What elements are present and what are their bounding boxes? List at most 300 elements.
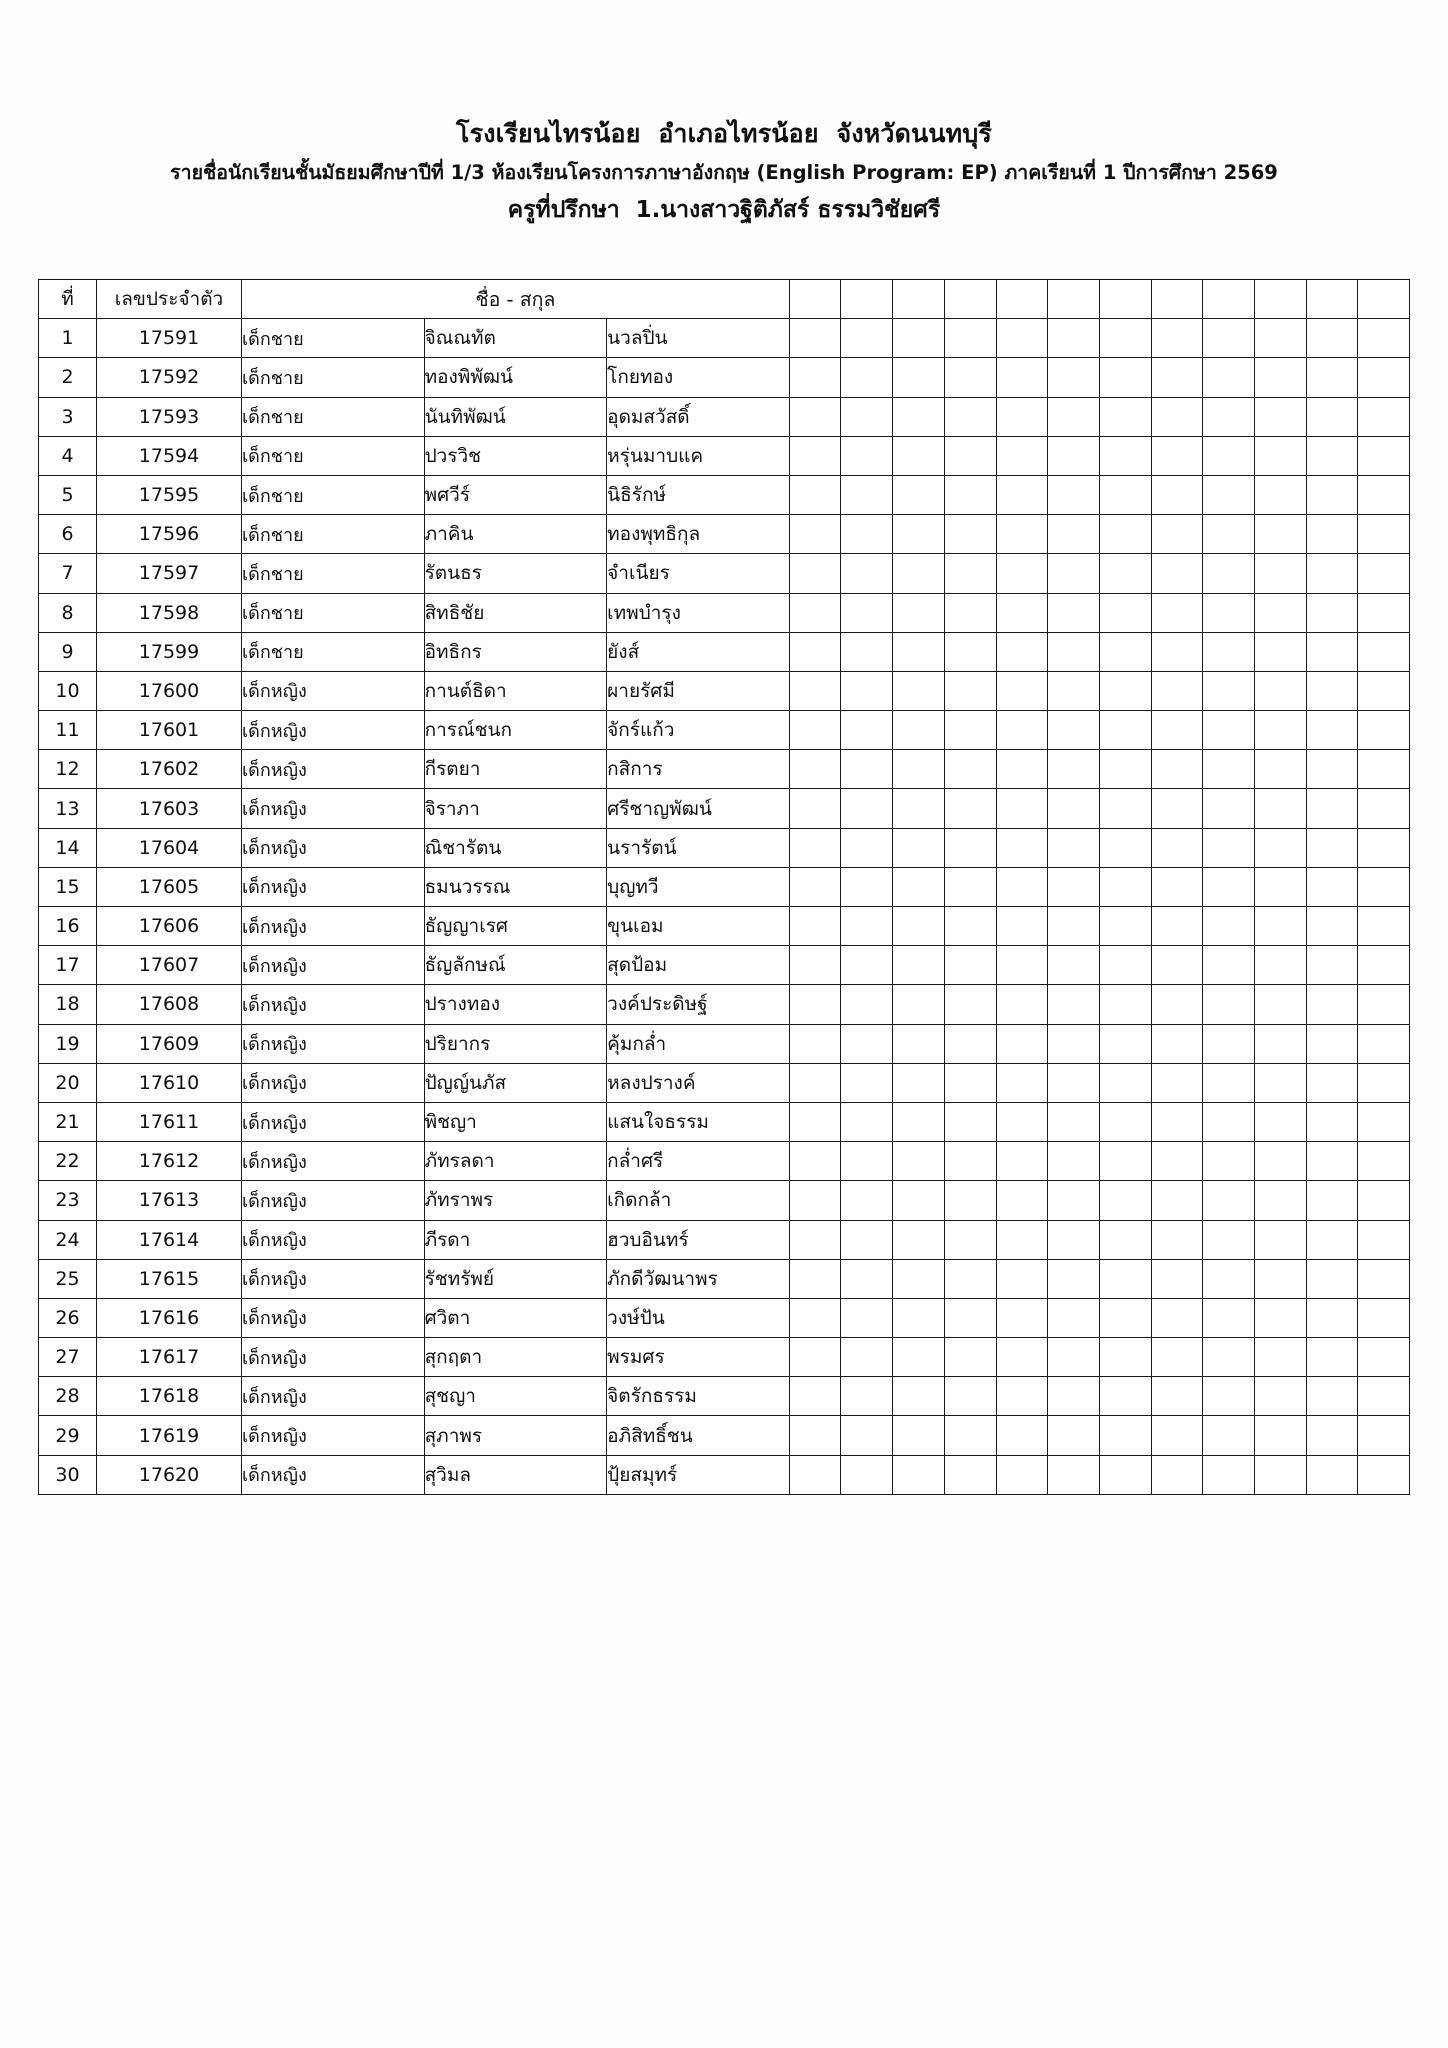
- cell-blank-mark[interactable]: [789, 397, 841, 436]
- column-header-blank[interactable]: [1048, 280, 1100, 319]
- cell-blank-mark[interactable]: [1358, 1181, 1410, 1220]
- cell-blank-mark[interactable]: [1306, 750, 1358, 789]
- cell-blank-mark[interactable]: [1048, 828, 1100, 867]
- cell-blank-mark[interactable]: [944, 358, 996, 397]
- cell-blank-mark[interactable]: [996, 358, 1048, 397]
- cell-blank-mark[interactable]: [841, 867, 893, 906]
- cell-blank-mark[interactable]: [1151, 1377, 1203, 1416]
- cell-blank-mark[interactable]: [1358, 632, 1410, 671]
- cell-blank-mark[interactable]: [1048, 1220, 1100, 1259]
- cell-blank-mark[interactable]: [1306, 358, 1358, 397]
- cell-blank-mark[interactable]: [1203, 1142, 1255, 1181]
- cell-blank-mark[interactable]: [1203, 515, 1255, 554]
- cell-blank-mark[interactable]: [1151, 358, 1203, 397]
- cell-blank-mark[interactable]: [841, 1142, 893, 1181]
- cell-blank-mark[interactable]: [996, 1259, 1048, 1298]
- cell-blank-mark[interactable]: [1151, 319, 1203, 358]
- cell-blank-mark[interactable]: [1358, 1220, 1410, 1259]
- cell-blank-mark[interactable]: [1306, 867, 1358, 906]
- cell-blank-mark[interactable]: [789, 1181, 841, 1220]
- cell-blank-mark[interactable]: [1099, 711, 1151, 750]
- cell-blank-mark[interactable]: [1358, 711, 1410, 750]
- cell-blank-mark[interactable]: [1306, 1416, 1358, 1455]
- cell-blank-mark[interactable]: [996, 515, 1048, 554]
- cell-blank-mark[interactable]: [893, 1142, 945, 1181]
- cell-blank-mark[interactable]: [1099, 750, 1151, 789]
- cell-blank-mark[interactable]: [944, 436, 996, 475]
- cell-blank-mark[interactable]: [1099, 1455, 1151, 1494]
- cell-blank-mark[interactable]: [1048, 1063, 1100, 1102]
- cell-blank-mark[interactable]: [1306, 593, 1358, 632]
- cell-blank-mark[interactable]: [944, 1298, 996, 1337]
- column-header-blank[interactable]: [1358, 280, 1410, 319]
- cell-blank-mark[interactable]: [1254, 515, 1306, 554]
- cell-blank-mark[interactable]: [893, 1455, 945, 1494]
- cell-blank-mark[interactable]: [1203, 1416, 1255, 1455]
- cell-blank-mark[interactable]: [893, 867, 945, 906]
- cell-blank-mark[interactable]: [1048, 671, 1100, 710]
- cell-blank-mark[interactable]: [1099, 1259, 1151, 1298]
- cell-blank-mark[interactable]: [1151, 750, 1203, 789]
- cell-blank-mark[interactable]: [841, 711, 893, 750]
- cell-blank-mark[interactable]: [893, 1220, 945, 1259]
- cell-blank-mark[interactable]: [944, 946, 996, 985]
- cell-blank-mark[interactable]: [841, 1416, 893, 1455]
- cell-blank-mark[interactable]: [789, 828, 841, 867]
- cell-blank-mark[interactable]: [841, 671, 893, 710]
- cell-blank-mark[interactable]: [789, 750, 841, 789]
- cell-blank-mark[interactable]: [893, 1259, 945, 1298]
- cell-blank-mark[interactable]: [996, 946, 1048, 985]
- cell-blank-mark[interactable]: [789, 1455, 841, 1494]
- cell-blank-mark[interactable]: [1099, 828, 1151, 867]
- cell-blank-mark[interactable]: [1048, 1455, 1100, 1494]
- cell-blank-mark[interactable]: [1306, 828, 1358, 867]
- cell-blank-mark[interactable]: [789, 867, 841, 906]
- cell-blank-mark[interactable]: [789, 319, 841, 358]
- cell-blank-mark[interactable]: [996, 711, 1048, 750]
- cell-blank-mark[interactable]: [1151, 1181, 1203, 1220]
- cell-blank-mark[interactable]: [1048, 789, 1100, 828]
- cell-blank-mark[interactable]: [1254, 946, 1306, 985]
- cell-blank-mark[interactable]: [944, 907, 996, 946]
- cell-blank-mark[interactable]: [1203, 397, 1255, 436]
- cell-blank-mark[interactable]: [1151, 554, 1203, 593]
- cell-blank-mark[interactable]: [789, 711, 841, 750]
- cell-blank-mark[interactable]: [893, 1102, 945, 1141]
- cell-blank-mark[interactable]: [841, 1259, 893, 1298]
- cell-blank-mark[interactable]: [1358, 593, 1410, 632]
- cell-blank-mark[interactable]: [944, 867, 996, 906]
- cell-blank-mark[interactable]: [1306, 1455, 1358, 1494]
- cell-blank-mark[interactable]: [1254, 397, 1306, 436]
- cell-blank-mark[interactable]: [944, 1181, 996, 1220]
- cell-blank-mark[interactable]: [1254, 358, 1306, 397]
- cell-blank-mark[interactable]: [1151, 828, 1203, 867]
- cell-blank-mark[interactable]: [1358, 515, 1410, 554]
- cell-blank-mark[interactable]: [1151, 671, 1203, 710]
- cell-blank-mark[interactable]: [789, 946, 841, 985]
- cell-blank-mark[interactable]: [944, 397, 996, 436]
- cell-blank-mark[interactable]: [1151, 1220, 1203, 1259]
- cell-blank-mark[interactable]: [1306, 1377, 1358, 1416]
- cell-blank-mark[interactable]: [1151, 1416, 1203, 1455]
- cell-blank-mark[interactable]: [1151, 632, 1203, 671]
- cell-blank-mark[interactable]: [893, 671, 945, 710]
- cell-blank-mark[interactable]: [1151, 711, 1203, 750]
- cell-blank-mark[interactable]: [1306, 1102, 1358, 1141]
- cell-blank-mark[interactable]: [1254, 907, 1306, 946]
- cell-blank-mark[interactable]: [841, 750, 893, 789]
- cell-blank-mark[interactable]: [1358, 436, 1410, 475]
- column-header-blank[interactable]: [944, 280, 996, 319]
- cell-blank-mark[interactable]: [893, 1024, 945, 1063]
- column-header-blank[interactable]: [1203, 280, 1255, 319]
- cell-blank-mark[interactable]: [893, 1181, 945, 1220]
- cell-blank-mark[interactable]: [996, 1377, 1048, 1416]
- cell-blank-mark[interactable]: [1306, 671, 1358, 710]
- cell-blank-mark[interactable]: [789, 1220, 841, 1259]
- cell-blank-mark[interactable]: [996, 593, 1048, 632]
- cell-blank-mark[interactable]: [1099, 1298, 1151, 1337]
- cell-blank-mark[interactable]: [1099, 319, 1151, 358]
- cell-blank-mark[interactable]: [1358, 1063, 1410, 1102]
- cell-blank-mark[interactable]: [1099, 1416, 1151, 1455]
- cell-blank-mark[interactable]: [1203, 1298, 1255, 1337]
- cell-blank-mark[interactable]: [1151, 436, 1203, 475]
- cell-blank-mark[interactable]: [1306, 397, 1358, 436]
- cell-blank-mark[interactable]: [1099, 671, 1151, 710]
- cell-blank-mark[interactable]: [1048, 907, 1100, 946]
- cell-blank-mark[interactable]: [893, 789, 945, 828]
- cell-blank-mark[interactable]: [1254, 1259, 1306, 1298]
- cell-blank-mark[interactable]: [1358, 358, 1410, 397]
- cell-blank-mark[interactable]: [841, 1063, 893, 1102]
- cell-blank-mark[interactable]: [789, 1298, 841, 1337]
- cell-blank-mark[interactable]: [1048, 358, 1100, 397]
- cell-blank-mark[interactable]: [1151, 1298, 1203, 1337]
- cell-blank-mark[interactable]: [893, 1298, 945, 1337]
- cell-blank-mark[interactable]: [1203, 1220, 1255, 1259]
- cell-blank-mark[interactable]: [789, 632, 841, 671]
- column-header-blank[interactable]: [893, 280, 945, 319]
- cell-blank-mark[interactable]: [944, 1377, 996, 1416]
- cell-blank-mark[interactable]: [1099, 789, 1151, 828]
- cell-blank-mark[interactable]: [841, 1102, 893, 1141]
- cell-blank-mark[interactable]: [996, 1298, 1048, 1337]
- cell-blank-mark[interactable]: [1306, 946, 1358, 985]
- cell-blank-mark[interactable]: [944, 1102, 996, 1141]
- cell-blank-mark[interactable]: [1099, 907, 1151, 946]
- cell-blank-mark[interactable]: [1099, 397, 1151, 436]
- cell-blank-mark[interactable]: [893, 1377, 945, 1416]
- cell-blank-mark[interactable]: [1306, 1298, 1358, 1337]
- cell-blank-mark[interactable]: [1306, 554, 1358, 593]
- cell-blank-mark[interactable]: [944, 1063, 996, 1102]
- cell-blank-mark[interactable]: [944, 789, 996, 828]
- cell-blank-mark[interactable]: [996, 1416, 1048, 1455]
- cell-blank-mark[interactable]: [1306, 1259, 1358, 1298]
- cell-blank-mark[interactable]: [1151, 475, 1203, 514]
- cell-blank-mark[interactable]: [1254, 1102, 1306, 1141]
- cell-blank-mark[interactable]: [996, 475, 1048, 514]
- cell-blank-mark[interactable]: [1306, 985, 1358, 1024]
- cell-blank-mark[interactable]: [1099, 632, 1151, 671]
- cell-blank-mark[interactable]: [789, 789, 841, 828]
- cell-blank-mark[interactable]: [1048, 397, 1100, 436]
- cell-blank-mark[interactable]: [1203, 1338, 1255, 1377]
- cell-blank-mark[interactable]: [944, 632, 996, 671]
- cell-blank-mark[interactable]: [893, 985, 945, 1024]
- cell-blank-mark[interactable]: [1254, 671, 1306, 710]
- cell-blank-mark[interactable]: [1099, 436, 1151, 475]
- cell-blank-mark[interactable]: [1254, 475, 1306, 514]
- cell-blank-mark[interactable]: [1203, 828, 1255, 867]
- cell-blank-mark[interactable]: [996, 671, 1048, 710]
- column-header-blank[interactable]: [789, 280, 841, 319]
- cell-blank-mark[interactable]: [996, 1455, 1048, 1494]
- cell-blank-mark[interactable]: [1306, 475, 1358, 514]
- cell-blank-mark[interactable]: [893, 515, 945, 554]
- cell-blank-mark[interactable]: [1099, 554, 1151, 593]
- cell-blank-mark[interactable]: [789, 1416, 841, 1455]
- cell-blank-mark[interactable]: [841, 789, 893, 828]
- cell-blank-mark[interactable]: [1048, 1377, 1100, 1416]
- cell-blank-mark[interactable]: [1048, 554, 1100, 593]
- cell-blank-mark[interactable]: [893, 358, 945, 397]
- cell-blank-mark[interactable]: [1048, 985, 1100, 1024]
- cell-blank-mark[interactable]: [1358, 946, 1410, 985]
- cell-blank-mark[interactable]: [789, 593, 841, 632]
- cell-blank-mark[interactable]: [996, 436, 1048, 475]
- cell-blank-mark[interactable]: [1048, 867, 1100, 906]
- cell-blank-mark[interactable]: [1203, 907, 1255, 946]
- cell-blank-mark[interactable]: [893, 593, 945, 632]
- cell-blank-mark[interactable]: [944, 750, 996, 789]
- cell-blank-mark[interactable]: [1358, 1259, 1410, 1298]
- cell-blank-mark[interactable]: [1306, 1063, 1358, 1102]
- cell-blank-mark[interactable]: [1203, 1455, 1255, 1494]
- cell-blank-mark[interactable]: [893, 632, 945, 671]
- cell-blank-mark[interactable]: [1048, 319, 1100, 358]
- cell-blank-mark[interactable]: [1358, 1102, 1410, 1141]
- cell-blank-mark[interactable]: [1048, 515, 1100, 554]
- cell-blank-mark[interactable]: [1151, 867, 1203, 906]
- cell-blank-mark[interactable]: [1254, 554, 1306, 593]
- cell-blank-mark[interactable]: [841, 946, 893, 985]
- cell-blank-mark[interactable]: [789, 554, 841, 593]
- cell-blank-mark[interactable]: [1099, 985, 1151, 1024]
- cell-blank-mark[interactable]: [944, 515, 996, 554]
- cell-blank-mark[interactable]: [1203, 1377, 1255, 1416]
- cell-blank-mark[interactable]: [1203, 593, 1255, 632]
- cell-blank-mark[interactable]: [1048, 1181, 1100, 1220]
- cell-blank-mark[interactable]: [1358, 828, 1410, 867]
- cell-blank-mark[interactable]: [1254, 711, 1306, 750]
- cell-blank-mark[interactable]: [841, 985, 893, 1024]
- cell-blank-mark[interactable]: [996, 1102, 1048, 1141]
- cell-blank-mark[interactable]: [1254, 1298, 1306, 1337]
- cell-blank-mark[interactable]: [944, 319, 996, 358]
- cell-blank-mark[interactable]: [996, 554, 1048, 593]
- cell-blank-mark[interactable]: [1203, 789, 1255, 828]
- cell-blank-mark[interactable]: [944, 985, 996, 1024]
- cell-blank-mark[interactable]: [1203, 946, 1255, 985]
- cell-blank-mark[interactable]: [1151, 985, 1203, 1024]
- cell-blank-mark[interactable]: [1358, 750, 1410, 789]
- cell-blank-mark[interactable]: [996, 867, 1048, 906]
- cell-blank-mark[interactable]: [1306, 1142, 1358, 1181]
- cell-blank-mark[interactable]: [944, 1416, 996, 1455]
- cell-blank-mark[interactable]: [944, 1220, 996, 1259]
- cell-blank-mark[interactable]: [996, 1142, 1048, 1181]
- cell-blank-mark[interactable]: [1306, 1338, 1358, 1377]
- cell-blank-mark[interactable]: [1203, 711, 1255, 750]
- cell-blank-mark[interactable]: [789, 907, 841, 946]
- cell-blank-mark[interactable]: [1254, 750, 1306, 789]
- cell-blank-mark[interactable]: [1151, 789, 1203, 828]
- cell-blank-mark[interactable]: [1358, 1024, 1410, 1063]
- cell-blank-mark[interactable]: [789, 1377, 841, 1416]
- cell-blank-mark[interactable]: [1099, 1024, 1151, 1063]
- column-header-blank[interactable]: [1099, 280, 1151, 319]
- cell-blank-mark[interactable]: [996, 397, 1048, 436]
- cell-blank-mark[interactable]: [1151, 1455, 1203, 1494]
- cell-blank-mark[interactable]: [1048, 436, 1100, 475]
- cell-blank-mark[interactable]: [996, 1024, 1048, 1063]
- cell-blank-mark[interactable]: [1254, 1455, 1306, 1494]
- cell-blank-mark[interactable]: [893, 554, 945, 593]
- cell-blank-mark[interactable]: [1358, 1142, 1410, 1181]
- cell-blank-mark[interactable]: [1151, 1142, 1203, 1181]
- cell-blank-mark[interactable]: [1306, 789, 1358, 828]
- column-header-blank[interactable]: [1306, 280, 1358, 319]
- cell-blank-mark[interactable]: [1254, 985, 1306, 1024]
- cell-blank-mark[interactable]: [1203, 319, 1255, 358]
- cell-blank-mark[interactable]: [1203, 867, 1255, 906]
- cell-blank-mark[interactable]: [841, 1024, 893, 1063]
- cell-blank-mark[interactable]: [996, 907, 1048, 946]
- cell-blank-mark[interactable]: [944, 671, 996, 710]
- cell-blank-mark[interactable]: [1099, 1181, 1151, 1220]
- cell-blank-mark[interactable]: [1048, 1259, 1100, 1298]
- cell-blank-mark[interactable]: [893, 319, 945, 358]
- cell-blank-mark[interactable]: [996, 828, 1048, 867]
- cell-blank-mark[interactable]: [1203, 1181, 1255, 1220]
- cell-blank-mark[interactable]: [1048, 1298, 1100, 1337]
- cell-blank-mark[interactable]: [1048, 711, 1100, 750]
- cell-blank-mark[interactable]: [1048, 593, 1100, 632]
- cell-blank-mark[interactable]: [841, 907, 893, 946]
- cell-blank-mark[interactable]: [789, 358, 841, 397]
- cell-blank-mark[interactable]: [1358, 319, 1410, 358]
- cell-blank-mark[interactable]: [1358, 867, 1410, 906]
- cell-blank-mark[interactable]: [1306, 319, 1358, 358]
- column-header-blank[interactable]: [841, 280, 893, 319]
- cell-blank-mark[interactable]: [1203, 985, 1255, 1024]
- cell-blank-mark[interactable]: [789, 1338, 841, 1377]
- cell-blank-mark[interactable]: [944, 1259, 996, 1298]
- cell-blank-mark[interactable]: [1151, 1338, 1203, 1377]
- cell-blank-mark[interactable]: [789, 1063, 841, 1102]
- cell-blank-mark[interactable]: [893, 1416, 945, 1455]
- cell-blank-mark[interactable]: [1151, 907, 1203, 946]
- cell-blank-mark[interactable]: [1151, 1024, 1203, 1063]
- cell-blank-mark[interactable]: [944, 1024, 996, 1063]
- cell-blank-mark[interactable]: [1099, 1063, 1151, 1102]
- cell-blank-mark[interactable]: [1254, 789, 1306, 828]
- cell-blank-mark[interactable]: [1099, 1102, 1151, 1141]
- cell-blank-mark[interactable]: [1048, 1102, 1100, 1141]
- cell-blank-mark[interactable]: [996, 789, 1048, 828]
- cell-blank-mark[interactable]: [944, 593, 996, 632]
- cell-blank-mark[interactable]: [1306, 632, 1358, 671]
- cell-blank-mark[interactable]: [1358, 907, 1410, 946]
- cell-blank-mark[interactable]: [1254, 436, 1306, 475]
- cell-blank-mark[interactable]: [1254, 319, 1306, 358]
- cell-blank-mark[interactable]: [996, 985, 1048, 1024]
- cell-blank-mark[interactable]: [1358, 985, 1410, 1024]
- cell-blank-mark[interactable]: [1099, 867, 1151, 906]
- cell-blank-mark[interactable]: [1048, 1142, 1100, 1181]
- cell-blank-mark[interactable]: [841, 1338, 893, 1377]
- cell-blank-mark[interactable]: [893, 436, 945, 475]
- column-header-blank[interactable]: [996, 280, 1048, 319]
- cell-blank-mark[interactable]: [893, 475, 945, 514]
- cell-blank-mark[interactable]: [1151, 515, 1203, 554]
- cell-blank-mark[interactable]: [893, 1063, 945, 1102]
- cell-blank-mark[interactable]: [1306, 436, 1358, 475]
- cell-blank-mark[interactable]: [1048, 1338, 1100, 1377]
- cell-blank-mark[interactable]: [1358, 475, 1410, 514]
- cell-blank-mark[interactable]: [996, 1220, 1048, 1259]
- cell-blank-mark[interactable]: [789, 436, 841, 475]
- cell-blank-mark[interactable]: [841, 554, 893, 593]
- cell-blank-mark[interactable]: [1358, 1416, 1410, 1455]
- cell-blank-mark[interactable]: [996, 1181, 1048, 1220]
- cell-blank-mark[interactable]: [1254, 828, 1306, 867]
- cell-blank-mark[interactable]: [789, 985, 841, 1024]
- cell-blank-mark[interactable]: [944, 711, 996, 750]
- cell-blank-mark[interactable]: [841, 1455, 893, 1494]
- cell-blank-mark[interactable]: [1048, 946, 1100, 985]
- cell-blank-mark[interactable]: [893, 946, 945, 985]
- cell-blank-mark[interactable]: [1254, 1416, 1306, 1455]
- cell-blank-mark[interactable]: [789, 1102, 841, 1141]
- cell-blank-mark[interactable]: [841, 1181, 893, 1220]
- cell-blank-mark[interactable]: [1358, 1377, 1410, 1416]
- cell-blank-mark[interactable]: [1203, 632, 1255, 671]
- cell-blank-mark[interactable]: [1203, 671, 1255, 710]
- cell-blank-mark[interactable]: [1306, 1220, 1358, 1259]
- cell-blank-mark[interactable]: [944, 828, 996, 867]
- cell-blank-mark[interactable]: [1048, 1416, 1100, 1455]
- cell-blank-mark[interactable]: [1254, 1181, 1306, 1220]
- cell-blank-mark[interactable]: [893, 750, 945, 789]
- cell-blank-mark[interactable]: [944, 554, 996, 593]
- cell-blank-mark[interactable]: [789, 1024, 841, 1063]
- cell-blank-mark[interactable]: [841, 632, 893, 671]
- cell-blank-mark[interactable]: [1099, 1220, 1151, 1259]
- cell-blank-mark[interactable]: [841, 1298, 893, 1337]
- cell-blank-mark[interactable]: [841, 397, 893, 436]
- cell-blank-mark[interactable]: [841, 475, 893, 514]
- cell-blank-mark[interactable]: [1306, 711, 1358, 750]
- cell-blank-mark[interactable]: [1203, 436, 1255, 475]
- cell-blank-mark[interactable]: [1254, 1377, 1306, 1416]
- cell-blank-mark[interactable]: [1306, 907, 1358, 946]
- cell-blank-mark[interactable]: [1203, 1024, 1255, 1063]
